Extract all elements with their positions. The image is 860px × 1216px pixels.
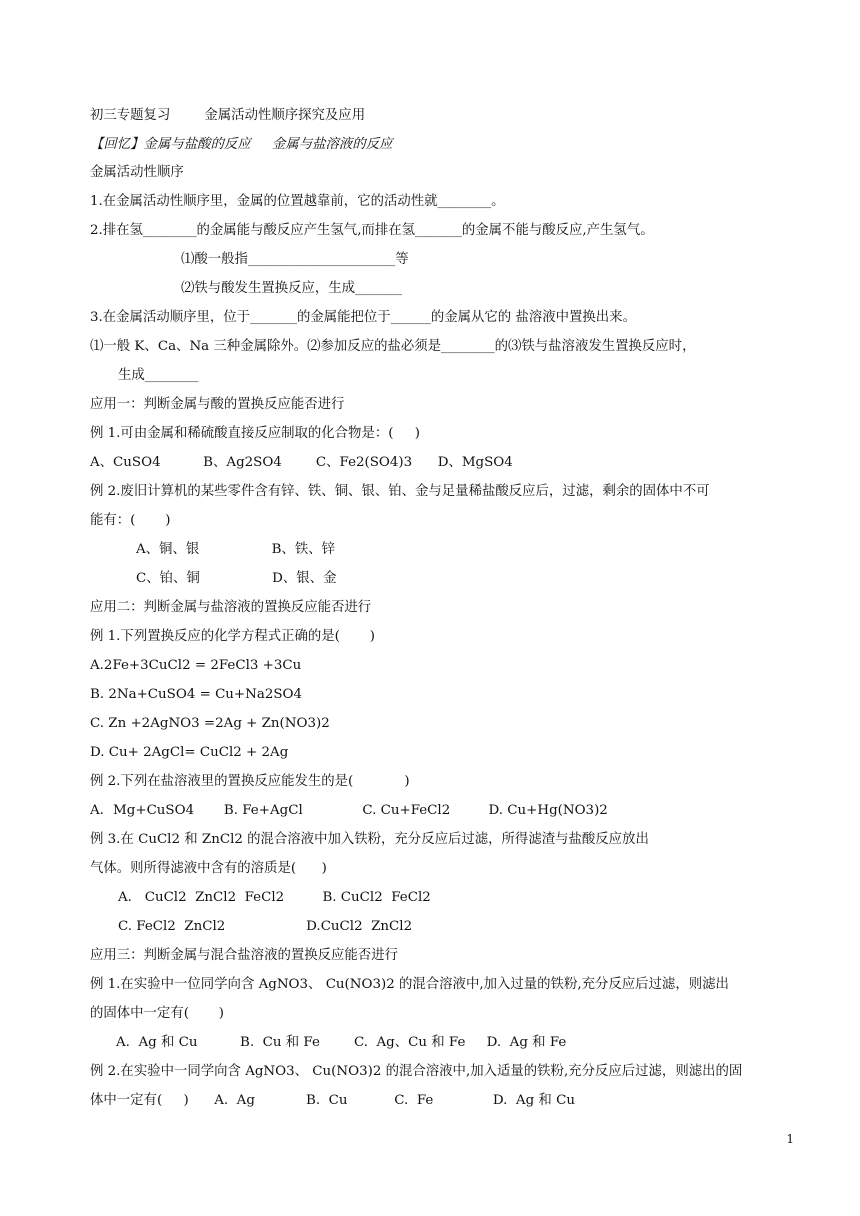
recall-heading: 【回忆】金属与盐酸的反应 金属与盐溶液的反应 [90,137,393,152]
options-line: B. 2Na+CuSO4 = Cu+Na2SO4 [90,687,303,702]
options-line: A、铜、银 B、铁、锌 [136,542,335,557]
section-heading: 应用二：判断金属与盐溶液的置换反应能否进行 [90,600,372,615]
options-line: C. Zn +2AgNO3 =2Ag + Zn(NO3)2 [90,716,330,731]
text-line: ⑵铁与酸发生置换反应，生成_______ [181,281,402,296]
options-line: A、CuSO4 B、Ag2SO4 C、Fe2(SO4)3 D、MgSO4 [90,455,513,470]
text-line: 生成________ [118,368,199,383]
question-line: 例 2.在实验中一同学向含 AgNO3、 Cu(NO3)2 的混合溶液中,加入适量的铁粉,充分反应后过滤，则滤出的固 [90,1064,743,1079]
question-line: 能有：( ) [90,513,171,528]
section-heading: 应用三：判断金属与混合盐溶液的置换反应能否进行 [90,948,398,963]
page-number: 1 [786,1132,794,1146]
section-heading: 应用一：判断金属与酸的置换反应能否进行 [90,397,345,412]
question-line: 例 3.在 CuCl2 和 ZnCl2 的混合溶液中加入铁粉，充分反应后过滤，所得滤渣与盐酸反应放出 [90,832,649,847]
options-line: A. CuCl2 ZnCl2 FeCl2 B. CuCl2 FeCl2 [118,890,431,905]
question-line: 例 2.下列在盐溶液里的置换反应能发生的是( ) [90,774,410,789]
question-line: 例 2.废旧计算机的某些零件含有锌、铁、铜、银、铂、金与足量稀盐酸反应后，过滤，剩余的固体中不可 [90,484,710,499]
question-line: 例 1.可由金属和稀硫酸直接反应制取的化合物是：( ) [90,426,420,441]
options-line: A. Ag 和 Cu B. Cu 和 Fe C. Ag、Cu 和 Fe D. Ag 和 Fe [116,1035,567,1050]
options-line: A．Mg+CuSO4 B. Fe+AgCl C. Cu+FeCl2 D. Cu+Hg(NO3)2 [90,803,608,818]
options-line: C. FeCl2 ZnCl2 D.CuCl2 ZnCl2 [118,919,413,934]
options-line: C、铂、铜 D、银、金 [136,571,337,586]
question-line: 气体。则所得滤液中含有的溶质是( ) [90,861,327,876]
text-line: 3.在金属活动顺序里，位于_______的金属能把位于______的金属从它的 盐溶液中置换出来。 [90,310,636,325]
question-line: 的固体中一定有( ) [90,1006,224,1021]
text-line: 1.在金属活动性顺序里，金属的位置越靠前，它的活动性就________。 [90,194,505,209]
text-line: ⑴酸一般指______________________等 [181,252,409,267]
question-line: 例 1.在实验中一位同学向含 AgNO3、 Cu(NO3)2 的混合溶液中,加入过量的铁粉,充分反应后过滤，则滤出 [90,977,729,992]
options-line: D. Cu+ 2AgCl= CuCl2 + 2Ag [90,745,289,760]
doc-title: 初三专题复习 金属活动性顺序探究及应用 [90,108,366,123]
text-line: 2.排在氢________的金属能与酸反应产生氢气,而排在氢_______的金属不能与酸反应,产生氢气。 [90,223,654,238]
question-line: 例 1.下列置换反应的化学方程式正确的是( ) [90,629,375,644]
section-heading: 金属活动性顺序 [90,165,184,180]
text-line: ⑴一般 K、Ca、Na 三种金属除外。⑵参加反应的盐必须是________的⑶铁与盐溶液发生置换反应时， [90,339,696,354]
options-line: A.2Fe+3CuCl2 = 2FeCl3 +3Cu [90,658,302,673]
question-line: 体中一定有( ) A. Ag B. Cu C. Fe D. Ag 和 Cu [90,1093,575,1108]
